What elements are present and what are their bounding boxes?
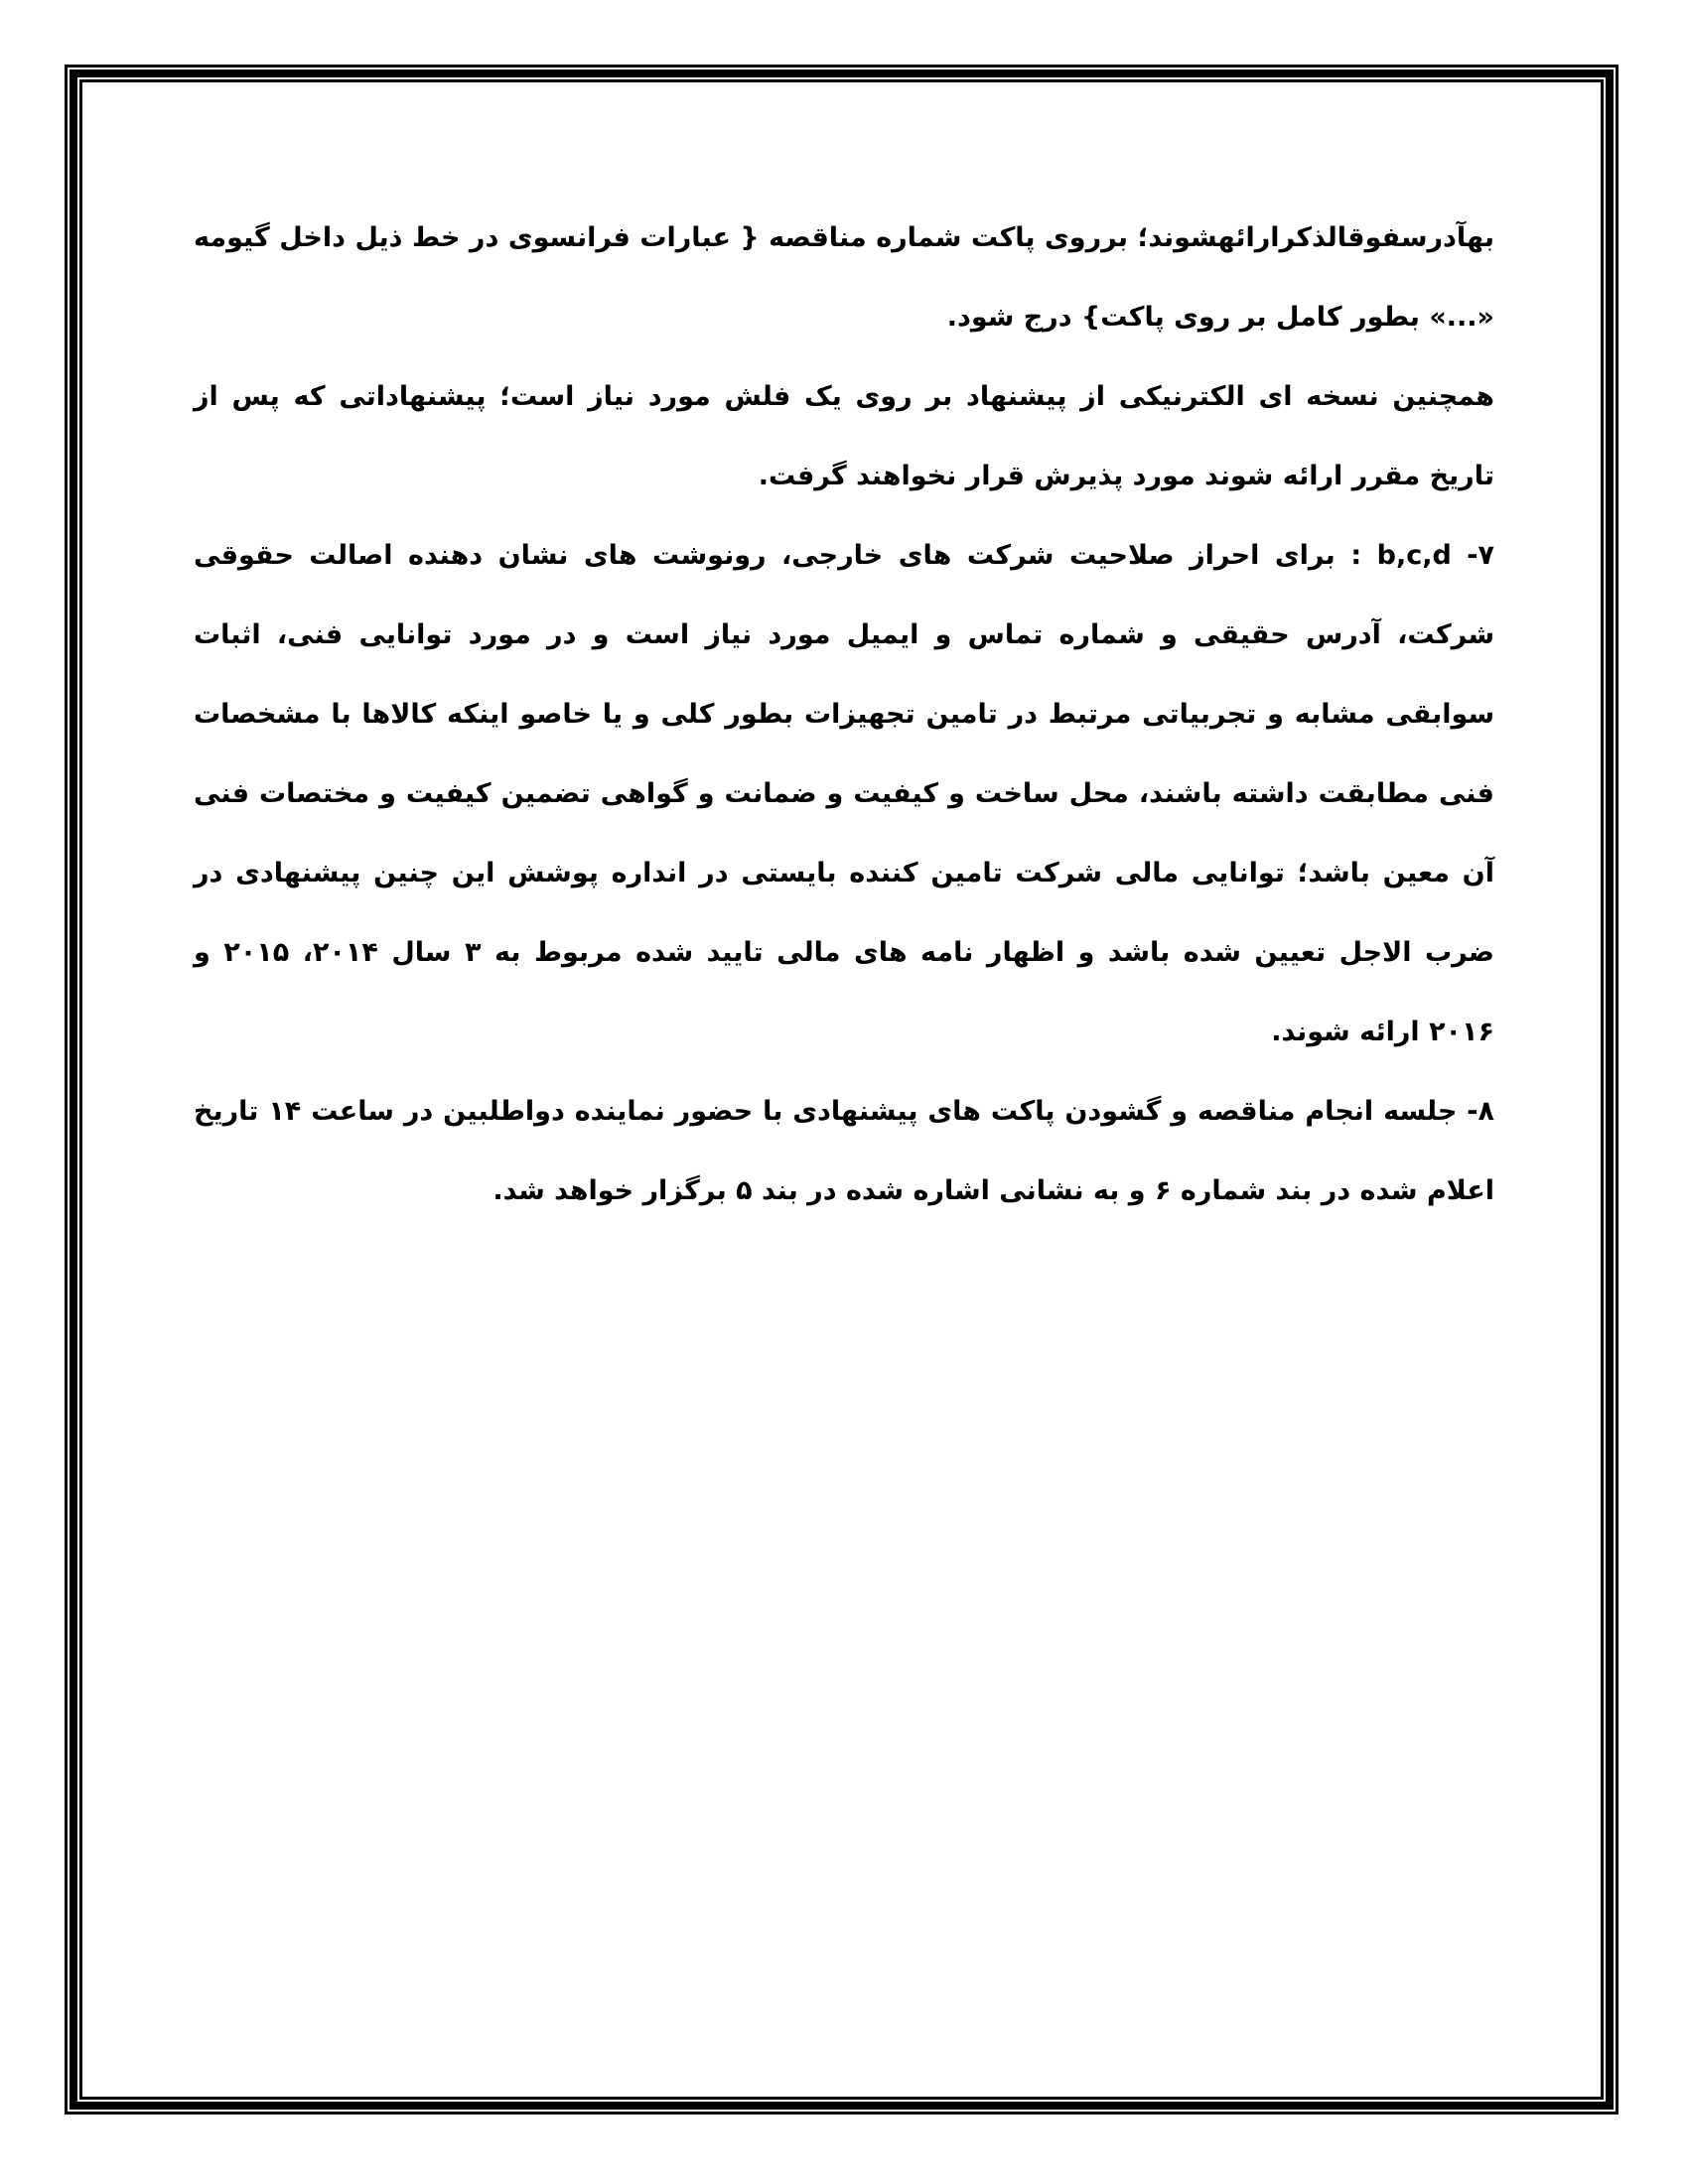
paragraph-item-7-qualification: [194, 516, 1494, 1072]
paragraph-item-8-meeting: [194, 1072, 1494, 1231]
paragraph-text: همچنین نسخه ای الکترنیکی از پیشنهاد بر روی یک فلش مورد نیاز است؛ پیشنهاداتی که پس از تاریخ مقرر ارائه شوند مورد پذیرش قرار نخواهند گرفت.: [194, 381, 1494, 491]
paragraph-text: بهآدرسفوقالذکرارائهشوند؛ برروی پاکت شماره مناقصه { عبارات فرانسوی در خط ذیل داخل گیومه «...» بطور کامل بر روی پاکت} درج شود.: [194, 222, 1494, 333]
paragraph-text: ۸- جلسه انجام مناقصه و گشودن پاکت های پیشنهادی با حضور نماینده دواطلبین در ساعت ۱۴ تاریخ اعلام شده در بند شماره ۶ و به نشانی اشاره شده در بند ۵ برگزار خواهد شد.: [194, 1096, 1494, 1206]
item-number: ۷-: [1451, 540, 1494, 571]
paragraph-submission-address: [194, 199, 1494, 357]
item-code: b,c,d: [1376, 540, 1452, 571]
paragraph-text: : برای احراز صلاحیت شرکت های خارجی، رونوشت های نشان دهنده اصالت حقوقی شرکت، آدرس حقیقی و شماره تماس و ایمیل مورد نیاز است و در مورد توانایی فنی، اثبات سوابقی مشابه و تجربیاتی مرتبط در تامین تجهیزات بطور کلی و یا خاصو اینکه کالاها با مشخصات فنی مطابقت داشته باشند، محل ساخت و کیفیت و ضمانت و گواهی تضمین کیفیت و مختصات فنی آن معین باشد؛ توانایی مالی شرکت تامین کننده بایستی در انداره پوشش این چنین پیشنهادی در ضرب الاجل تعیین شده باشد و اظهار نامه های مالی تایید شده مربوط به ۳ سال ۲۰۱۴، ۲۰۱۵ و ۲۰۱۶ ارائه شوند.: [194, 540, 1494, 1047]
paragraph-electronic-copy: [194, 357, 1494, 516]
document-body: [194, 199, 1494, 1231]
